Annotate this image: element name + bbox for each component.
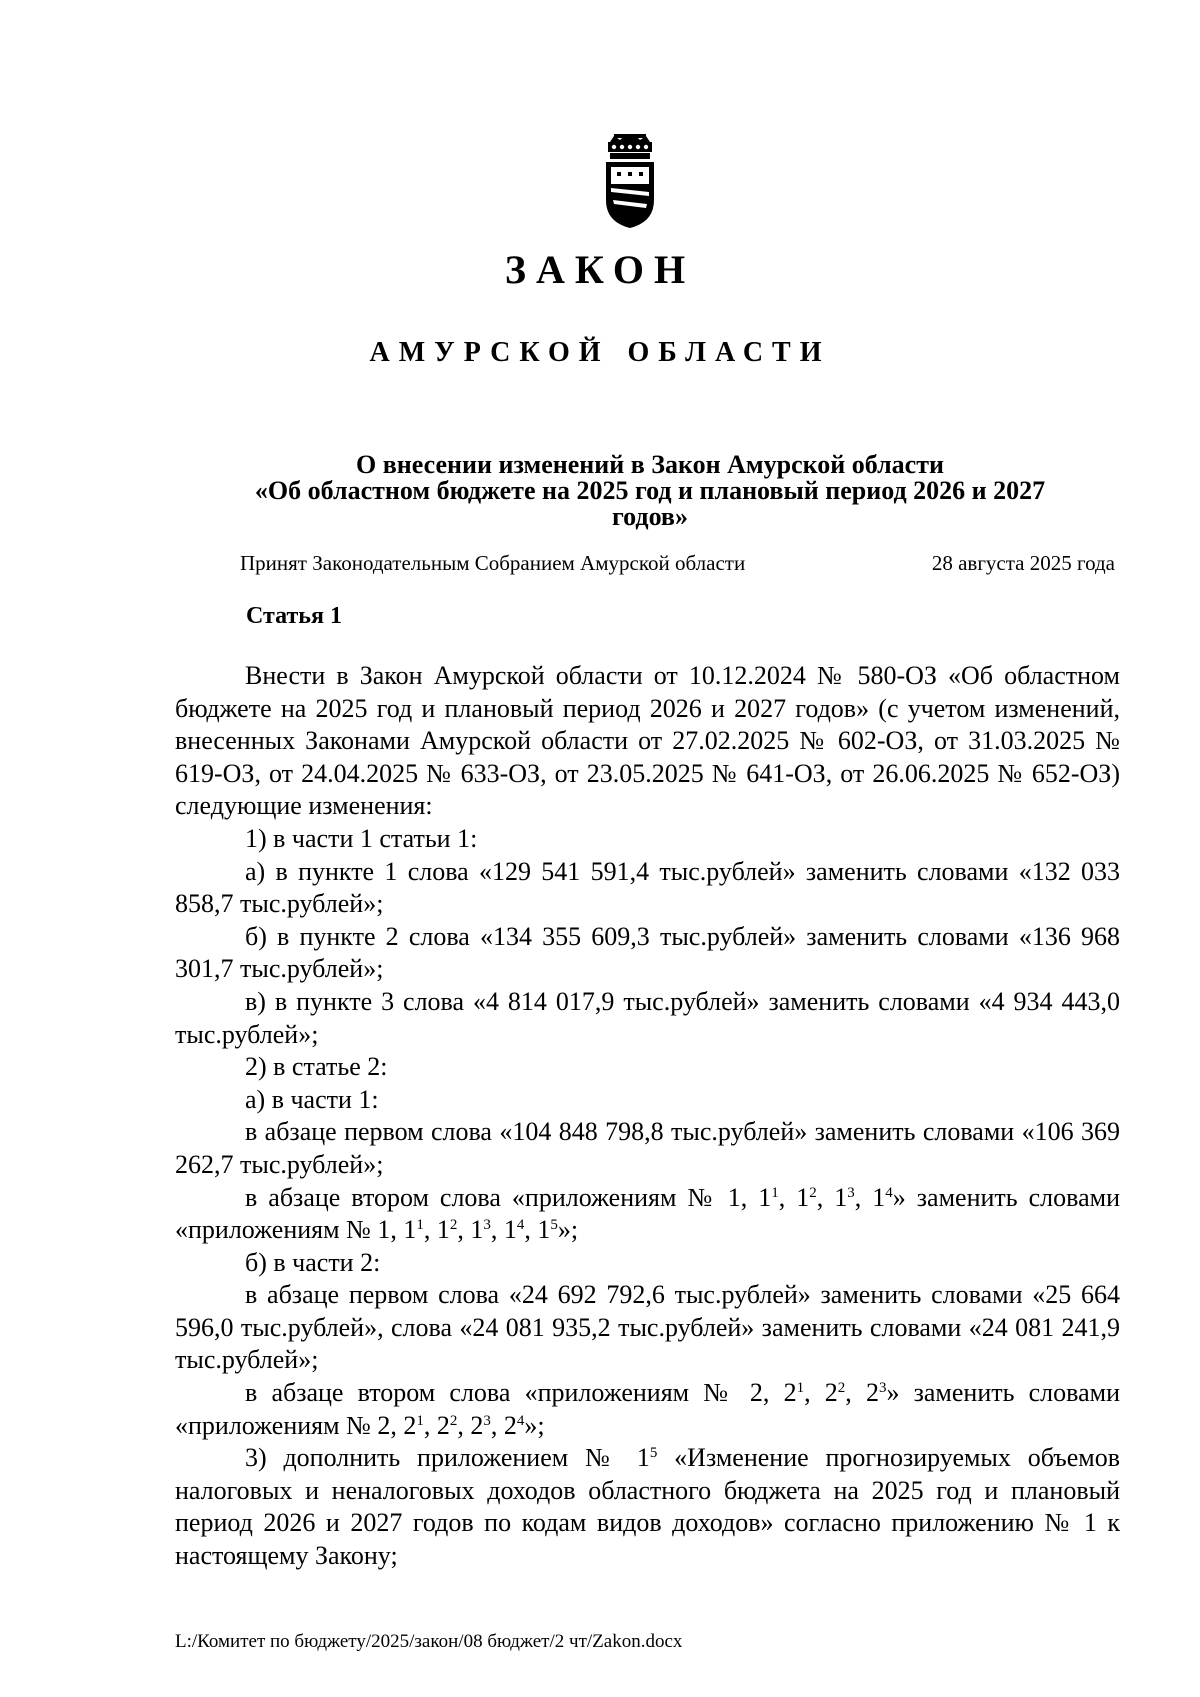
paragraph: в абзаце втором слова «приложениям № 1, $1^1$, $1^2$, $1^3$, $1^4$» заменить словами «приложениям № 1, $1^1$, $1^2$, $1^3$, $1^4$, $1^5$»;: [175, 1182, 1120, 1245]
paragraph: в) в пункте 3 слова «4 814 017,9 тыс.рублей» заменить словами «4 934 443,0 тыс.рублей»;: [175, 986, 1120, 1049]
amur-region-coat-of-arms-icon: [600, 132, 660, 232]
paragraph: в абзаце втором слова «приложениям № 2, $2^1$, $2^2$, $2^3$» заменить словами «приложениям № 2, $2^1$, $2^2$, $2^3$, $2^4$»;: [175, 1378, 1120, 1440]
region-title: [0, 338, 1200, 368]
paragraph: б) в пункте 2 слова «134 355 609,3 тыс.рублей» заменить словами «136 968 301,7 тыс.рублей»;: [175, 921, 1120, 984]
article-heading: Статья 1: [246, 603, 342, 629]
paragraph: Внести в Закон Амурской области от 10.12.2024 № 580-ОЗ «Об областном бюджете на 2025 год и плановый период 2026 и 2027 годов» (с учетом изменений, внесенных Законами Амурской области от 27.02.2025 № 602-ОЗ, от 31.03.2025 № 619-ОЗ, от 24.04.2025 № 633-ОЗ, от 23.05.2025 № 641-ОЗ, от 26.06.2025 № 652-ОЗ) следующие изменения:: [175, 661, 1120, 821]
paragraph: в абзаце первом слова «104 848 798,8 тыс.рублей» заменить словами «106 369 262,7 тыс.рублей»;: [175, 1117, 1120, 1179]
file-path-footer: L:/Комитет по бюджету/2025/закон/08 бюджет/2 чт/Zakon.docx: [175, 1631, 683, 1652]
heading-line-1: О внесении изменений в Закон Амурской области: [356, 450, 944, 479]
paragraph: 3) дополнить приложением № $1^5$ «Изменение прогнозируемых объемов налоговых и неналоговых доходов областного бюджета на 2025 год и плановый период 2026 и 2027 годов по кодам видов доходов» согласно приложению № 1 к настоящему Закону;: [175, 1443, 1120, 1571]
law-title: ЗАКОН: [504, 247, 696, 292]
heading-line-2: «Об областном бюджете на 2025 год и плановый период 2026 и 2027: [254, 476, 1046, 505]
adopted-by: Принят Законодательным Собранием Амурской области: [240, 551, 746, 575]
region-word-amurskoy: АМУРСКОЙ: [369, 337, 610, 368]
region-word-oblasti: ОБЛАСТИ: [627, 337, 831, 368]
paragraph: в абзаце первом слова «24 692 792,6 тыс.рублей» заменить словами «25 664 596,0 тыс.рублей», слова «24 081 935,2 тыс.рублей» заменить словами «24 081 241,9 тыс.рублей»;: [175, 1280, 1120, 1375]
paragraph: 2) в статье 2:: [245, 1052, 388, 1082]
paragraph: а) в части 1:: [245, 1084, 379, 1114]
paragraph: б) в части 2:: [245, 1247, 381, 1277]
heading-line-3: годов»: [612, 502, 688, 531]
article-body: [175, 660, 1120, 1573]
paragraph: а) в пункте 1 слова «129 541 591,4 тыс.рублей» заменить словами «132 033 858,7 тыс.рублей»;: [175, 856, 1120, 919]
paragraph: 1) в части 1 статьи 1:: [245, 823, 478, 853]
adoption-date: 28 августа 2025 года: [931, 551, 1115, 575]
document-heading: [200, 452, 1100, 530]
